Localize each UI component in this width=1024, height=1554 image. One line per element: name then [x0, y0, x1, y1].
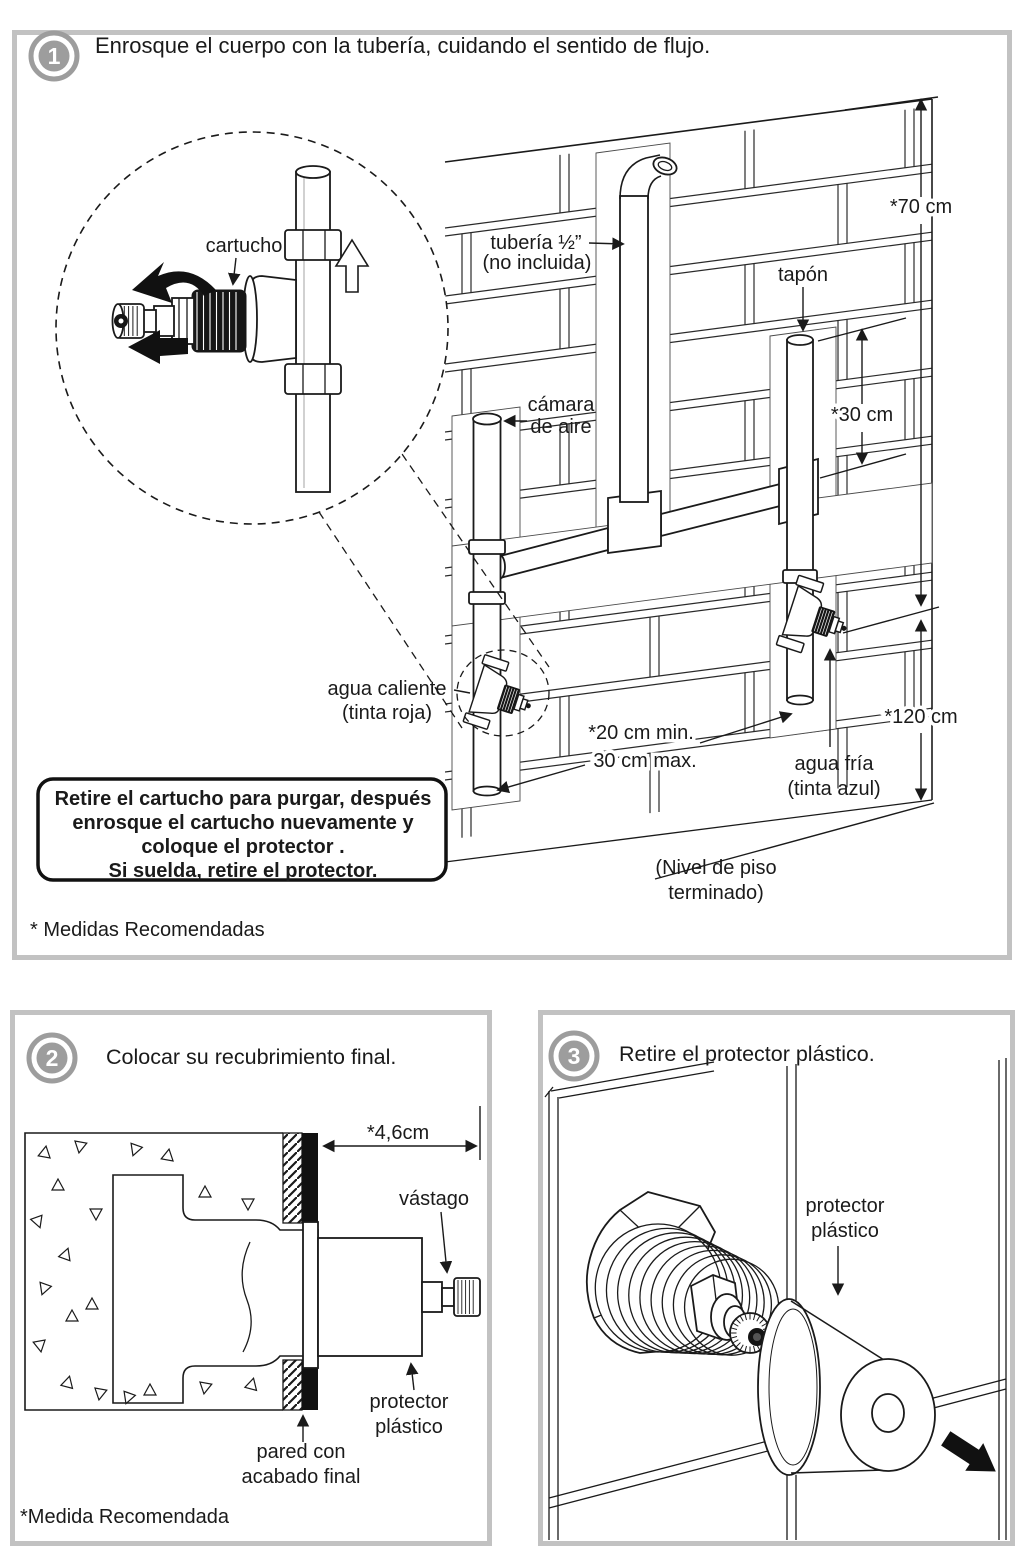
dim-20cm-min: *20 cm min. — [588, 722, 694, 744]
cartucho-label: cartucho — [205, 235, 283, 257]
camara-label2: de aire — [530, 416, 592, 438]
step1-title: Enrosque el cuerpo con la tubería, cuidando el sentido de flujo. — [95, 33, 711, 58]
agua-caliente-label: agua caliente — [327, 678, 447, 700]
note-line3: coloque el protector . — [141, 836, 345, 858]
air-chamber-cap — [473, 414, 501, 425]
step3-number: 3 — [567, 1043, 581, 1069]
tile-layer-bottom — [283, 1360, 302, 1410]
step2-title: Colocar su recubrimiento final. — [106, 1045, 397, 1069]
step1-footnote: * Medidas Recomendadas — [30, 919, 265, 941]
step1-number: 1 — [47, 43, 61, 69]
plug-cap — [787, 335, 813, 345]
protector3-label2: plástico — [811, 1220, 879, 1242]
tapon-label: tapón — [777, 264, 829, 286]
dim-30cm-max: 30 cm max. — [593, 750, 697, 772]
step2-number: 2 — [45, 1045, 59, 1071]
hot-water-pipe — [469, 414, 505, 796]
cartridge-threads — [192, 290, 246, 352]
agua-fria-label2: (tinta azul) — [787, 778, 881, 800]
tile-layer-top — [283, 1133, 302, 1223]
valve-flange — [303, 1222, 318, 1368]
step2-footnote: *Medida Recomendada — [20, 1506, 230, 1528]
purge-note-box — [38, 779, 446, 882]
tuberia-label: tubería ½” — [490, 232, 582, 254]
protector-hole — [872, 1394, 904, 1432]
protector-body — [318, 1238, 422, 1356]
dim-120cm: *120 cm — [884, 706, 958, 728]
pared-label2: acabado final — [241, 1466, 361, 1488]
agua-fria-label: agua fría — [794, 753, 874, 775]
dim-70cm: *70 cm — [889, 196, 953, 218]
nivel-piso-label: (Nivel de piso — [655, 857, 777, 879]
protector-label: protector — [369, 1391, 449, 1413]
agua-caliente-label2: (tinta roja) — [341, 702, 433, 724]
nivel-piso-label2: terminado) — [668, 882, 764, 904]
pared-label: pared con — [256, 1441, 346, 1463]
dim-30cm: *30 cm — [830, 404, 894, 426]
note-line2: enrosque el cartucho nuevamente y — [72, 812, 414, 834]
protector-label2: plástico — [375, 1416, 443, 1438]
camara-label: cámara — [527, 394, 595, 416]
protector3-label: protector — [805, 1195, 885, 1217]
step3-title: Retire el protector plástico. — [619, 1042, 875, 1066]
tuberia-label2: (no incluida) — [482, 252, 592, 274]
note-line1: Retire el cartucho para purgar, después — [54, 788, 432, 810]
note-line4: Si suelda, retire el protector. — [108, 860, 378, 882]
finish-layer-top — [302, 1133, 318, 1223]
dim-46cm: *4,6cm — [366, 1122, 430, 1144]
vastago-label: vástago — [398, 1188, 470, 1210]
